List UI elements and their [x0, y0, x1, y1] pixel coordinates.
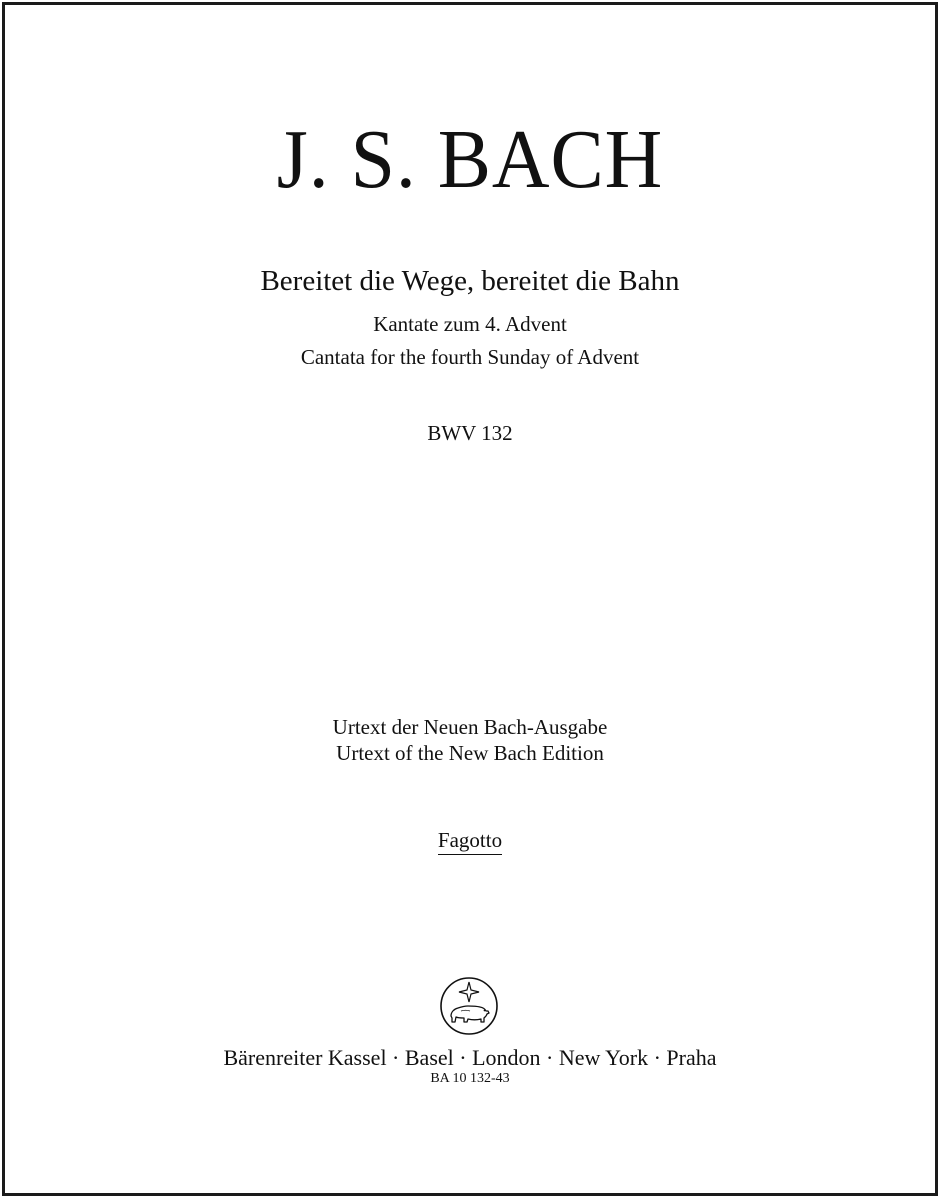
baerenreiter-bear-star-icon [439, 976, 499, 1036]
edition-note-english: Urtext of the New Bach Edition [336, 741, 604, 765]
subtitle-german: Kantate zum 4. Advent [373, 312, 567, 336]
instrument-label: Fagotto [438, 828, 502, 855]
subtitle-english: Cantata for the fourth Sunday of Advent [300, 345, 640, 369]
order-number: BA 10 132-43 [430, 1071, 510, 1086]
publisher-line: Bärenreiter Kassel · Basel · London · New York · Praha [223, 1045, 717, 1070]
instrument-part [0, 830, 940, 851]
composer-name: J. S. BACH [276, 113, 664, 206]
edition-note-german: Urtext der Neuen Bach-Ausgabe [332, 715, 608, 739]
work-title: Bereitet die Wege, bereitet die Bahn [260, 265, 680, 297]
catalogue-number: BWV 132 [427, 421, 513, 445]
